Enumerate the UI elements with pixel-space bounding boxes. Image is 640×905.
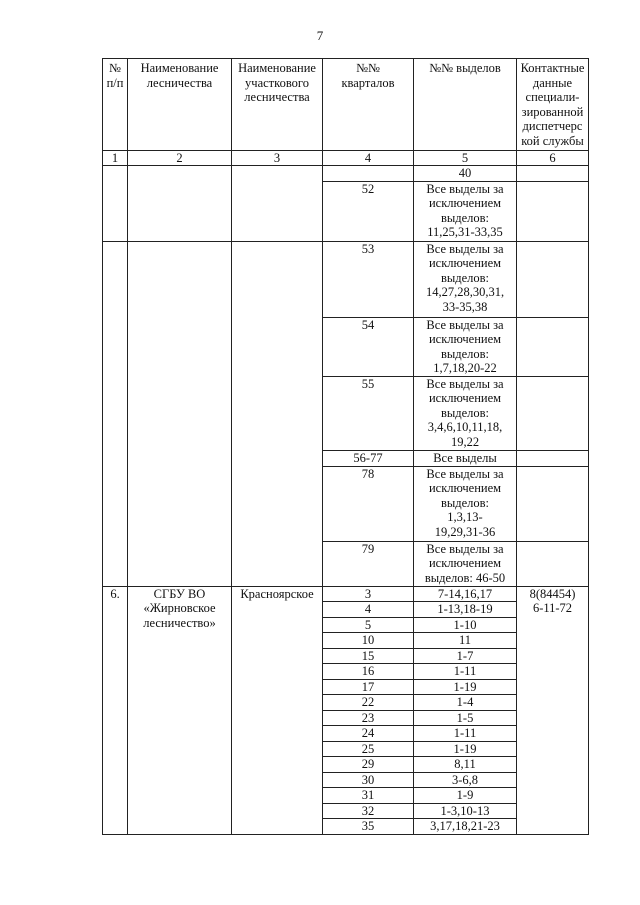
cell-line: специали- [525,90,580,104]
quarter-cell: 31 [323,788,414,804]
cell-line: Контактные [520,61,585,75]
cell-line: Все выделы за [426,317,504,332]
forestry-cell [128,166,232,242]
allotment-cell [414,541,517,586]
contact-cell [517,241,589,317]
cell-line: исключением [428,256,502,270]
allotment-cell: 1-19 [414,679,517,695]
quarter-cell: 30 [323,772,414,788]
allotment-cell: 1-7 [414,648,517,664]
allotment-cell [414,166,517,182]
column-number: 3 [232,151,323,166]
quarter-cell: 22 [323,695,414,711]
quarter-cell: 79 [323,541,414,586]
quarter-cell: 25 [323,741,414,757]
quarter-cell: 52 [323,181,414,241]
quarter-cell: 32 [323,803,414,819]
contact-cell [517,466,589,541]
cell-line: кой службы [521,133,584,148]
cell-line: исключением [428,481,502,495]
cell-line: Все выделы за [426,541,504,556]
cell-line: 1,3,13- [447,510,483,524]
cell-line: зированной [521,104,584,119]
allotment-cell: 3-6,8 [414,772,517,788]
contact-cell [517,166,589,182]
contact-cell [517,541,589,586]
cell-line: 19,29,31-36 [434,524,496,539]
quarter-cell: 53 [323,241,414,317]
contact-cell [517,450,589,466]
allotment-cell [414,181,517,241]
allotment-cell [414,376,517,450]
cell-line: лесничества [244,90,310,104]
header-col3 [232,59,323,151]
allotment-cell: 1-9 [414,788,517,804]
row-number-cell [103,241,128,586]
quarter-cell: 23 [323,710,414,726]
cell-line: лесничества [146,75,213,90]
forest-table [102,58,589,835]
quarter-cell: 15 [323,648,414,664]
allotment-cell: 11 [414,633,517,649]
cell-line: Все выделы [433,450,497,465]
cell-line: 8(84454) [529,586,576,601]
cell-line: исключением [428,391,502,405]
column-number: 1 [103,151,128,166]
quarter-cell: 54 [323,317,414,376]
cell-line: выделов: [440,346,490,361]
district-cell [232,166,323,242]
cell-line: 6-11-72 [532,601,573,615]
allotment-cell: 1-13,18-19 [414,602,517,618]
table-row [103,166,589,182]
quarter-cell: 17 [323,679,414,695]
cell-line: выделов: [440,495,490,510]
allotment-cell: 8,11 [414,757,517,773]
contact-cell [517,376,589,450]
allotment-cell: 1-11 [414,726,517,742]
row-number-cell [103,166,128,242]
cell-line: «Жирновское [143,601,216,615]
quarter-cell: 29 [323,757,414,773]
contact-info-cell [517,586,589,834]
cell-line: участкового [245,75,309,90]
cell-line: СГБУ ВО [153,586,206,601]
header-col2 [128,59,232,151]
allotment-cell [414,317,517,376]
cell-line: данные [532,75,573,90]
allotment-cell: 1-11 [414,664,517,680]
district-cell [232,241,323,586]
cell-line: исключением [428,196,502,210]
cell-line: выделов: [440,210,490,225]
cell-line: п/п [106,75,124,90]
cell-line: Все выделы за [426,241,504,256]
cell-line: выделов: [440,405,490,420]
allotment-cell: 1-3,10-13 [414,803,517,819]
cell-line: Все выделы за [426,181,504,196]
allotment-cell: 3,17,18,21-23 [414,819,517,835]
cell-line: 19,22 [450,434,480,449]
allotment-cell: 1-19 [414,741,517,757]
quarter-cell: 16 [323,664,414,680]
quarter-cell: 35 [323,819,414,835]
cell-line: 11,25,31-33,35 [427,225,503,239]
cell-line: кварталов [341,75,395,90]
quarter-cell: 56-77 [323,450,414,466]
cell-line: Все выделы за [426,376,504,391]
column-number-row [103,151,589,166]
cell-line: 3,4,6,10,11,18, [427,420,503,434]
header-col4 [323,59,414,151]
cell-line: № [109,61,121,75]
allotment-cell [414,241,517,317]
allotment-cell [414,450,517,466]
forestry-cell [128,241,232,586]
cell-line: выделов: 46-50 [424,570,506,585]
table-row [103,241,589,317]
cell-line: 14,27,28,30,31, [425,285,505,299]
cell-line: лесничество» [143,615,216,630]
header-col6 [517,59,589,151]
header-row [103,59,589,151]
column-number: 2 [128,151,232,166]
forestry-name-cell [128,586,232,834]
contact-cell [517,317,589,376]
column-number: 6 [517,151,589,166]
quarter-cell [323,166,414,182]
cell-line: Наименование [140,61,219,75]
cell-line: 40 [458,166,472,180]
cell-line: диспетчерс [522,119,583,133]
contact-cell [517,181,589,241]
cell-line: выделов: [440,270,490,285]
column-number: 5 [414,151,517,166]
cell-line: исключением [428,332,502,346]
cell-line: №№ выделов [429,61,501,75]
row-number-cell: 6. [103,586,128,834]
cell-line: Наименование [238,61,316,75]
quarter-cell: 5 [323,617,414,633]
quarter-cell: 78 [323,466,414,541]
page-number: 7 [316,28,324,43]
quarter-cell: 4 [323,602,414,618]
cell-line: Все выделы за [426,466,504,481]
header-col5 [414,59,517,151]
quarter-cell: 55 [323,376,414,450]
district-name-cell: Красноярское [232,586,323,834]
cell-line: 1,7,18,20-22 [433,361,497,375]
allotment-cell: 1-5 [414,710,517,726]
cell-line: №№ [356,61,380,75]
allotment-cell [414,466,517,541]
column-number: 4 [323,151,414,166]
allotment-cell: 1-10 [414,617,517,633]
cell-line: 33-35,38 [442,299,488,314]
quarter-cell: 3 [323,586,414,602]
quarter-cell: 24 [323,726,414,742]
header-col1 [103,59,128,151]
allotment-cell: 1-4 [414,695,517,711]
quarter-cell: 10 [323,633,414,649]
allotment-cell: 7-14,16,17 [414,586,517,602]
table-row [103,586,589,602]
forest-table-body [103,59,589,835]
cell-line: исключением [428,556,502,570]
